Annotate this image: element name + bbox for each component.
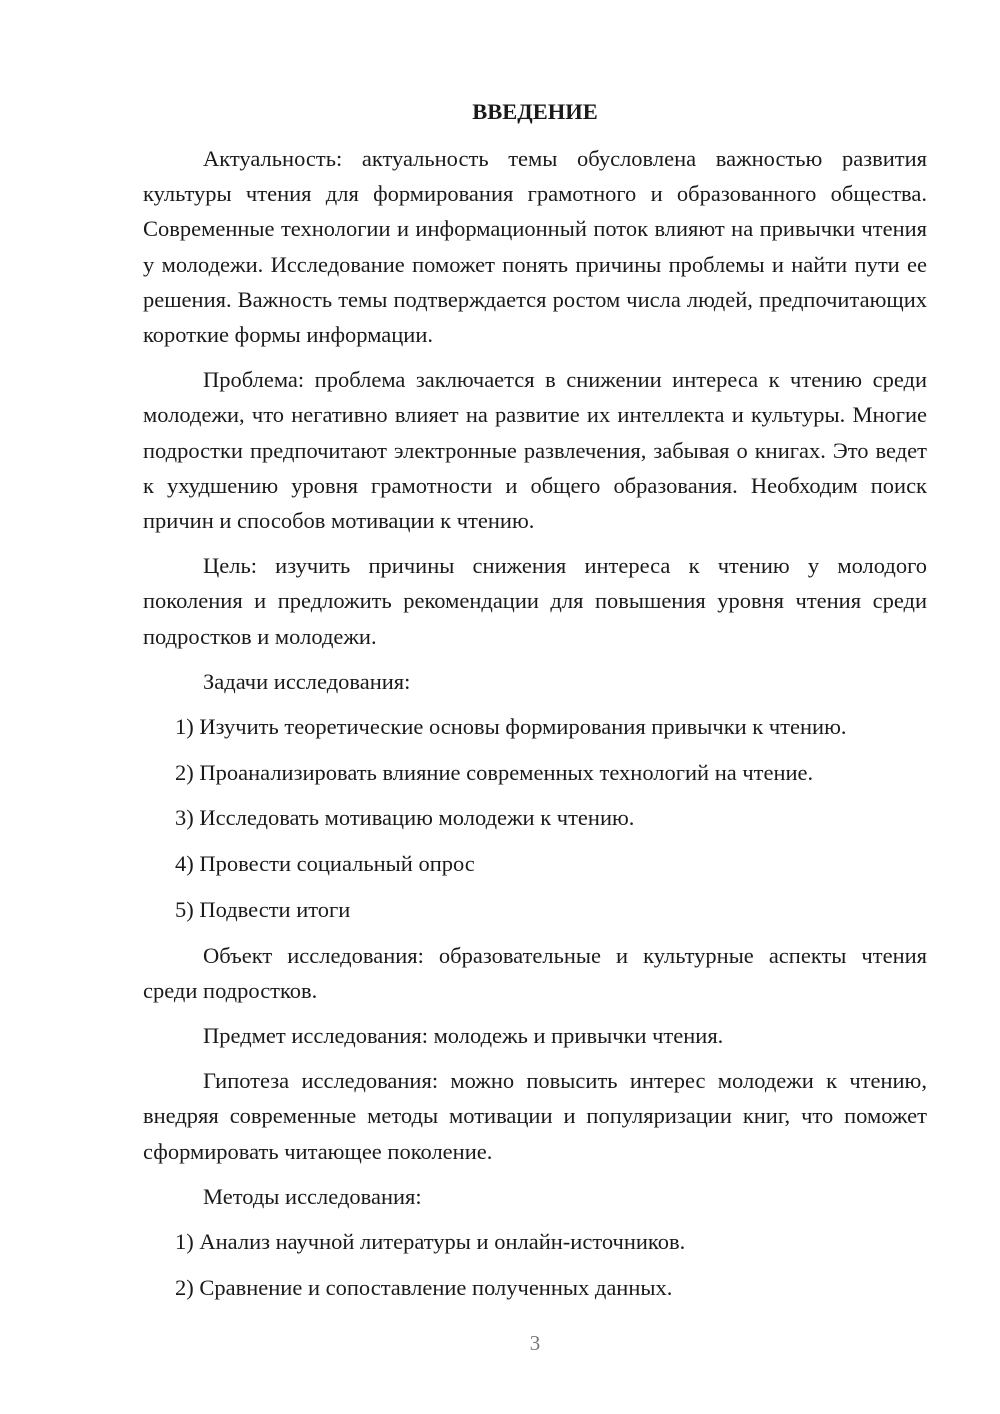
relevance-paragraph: Актуальность: актуальность темы обусловлена важностью развития культуры чтения для формирования грамотного и образованного общества. Современные технологии и информационный поток влияют на привычки чтения у молодежи. Исследование поможет понять причины проблемы и найти пути ее решения. Важность темы подтверждается ростом числа людей, предпочитающих короткие формы информации. <box>143 146 927 348</box>
page-content <box>143 94 927 1315</box>
methods-label: Методы исследования: <box>203 1183 422 1209</box>
methods-list <box>143 1224 927 1305</box>
list-item: 4) Провести социальный опрос <box>175 851 475 877</box>
list-item: 3) Исследовать мотивацию молодежи к чтению. <box>175 805 635 831</box>
page-number: 3 <box>529 1331 541 1355</box>
object-paragraph: Объект исследования: образовательные и культурные аспекты чтения среди подростков. <box>143 942 927 1003</box>
problem-paragraph: Проблема: проблема заключается в снижении интереса к чтению среди молодежи, что негативно влияет на развитие их интеллекта и культуры. Многие подростки предпочитают электронные развлечения, забывая о книгах. Это ведет к ухудшению уровня грамотности и общего образования. Необходим поиск причин и способов мотивации к чтению. <box>143 367 927 534</box>
tasks-list <box>143 709 927 927</box>
tasks-label: Задачи исследования: <box>203 668 411 694</box>
list-item: 5) Подвести итоги <box>175 896 351 922</box>
list-item: 1) Изучить теоретические основы формирования привычки к чтению. <box>175 714 847 740</box>
list-item: 2) Проанализировать влияние современных технологий на чтение. <box>175 759 814 785</box>
goal-paragraph: Цель: изучить причины снижения интереса к чтению у молодого поколения и предложить рекомендации для повышения уровня чтения среди подростков и молодежи. <box>143 553 927 649</box>
list-item: 2) Сравнение и сопоставление полученных данных. <box>175 1274 673 1300</box>
section-heading: ВВЕДЕНИЕ <box>472 99 598 124</box>
list-item: 1) Анализ научной литературы и онлайн-источников. <box>175 1228 686 1254</box>
hypothesis-paragraph: Гипотеза исследования: можно повысить интерес молодежи к чтению, внедряя современные методы мотивации и популяризации книг, что поможет сформировать читающее поколение. <box>143 1068 927 1164</box>
subject-paragraph: Предмет исследования: молодежь и привычки чтения. <box>203 1022 724 1048</box>
